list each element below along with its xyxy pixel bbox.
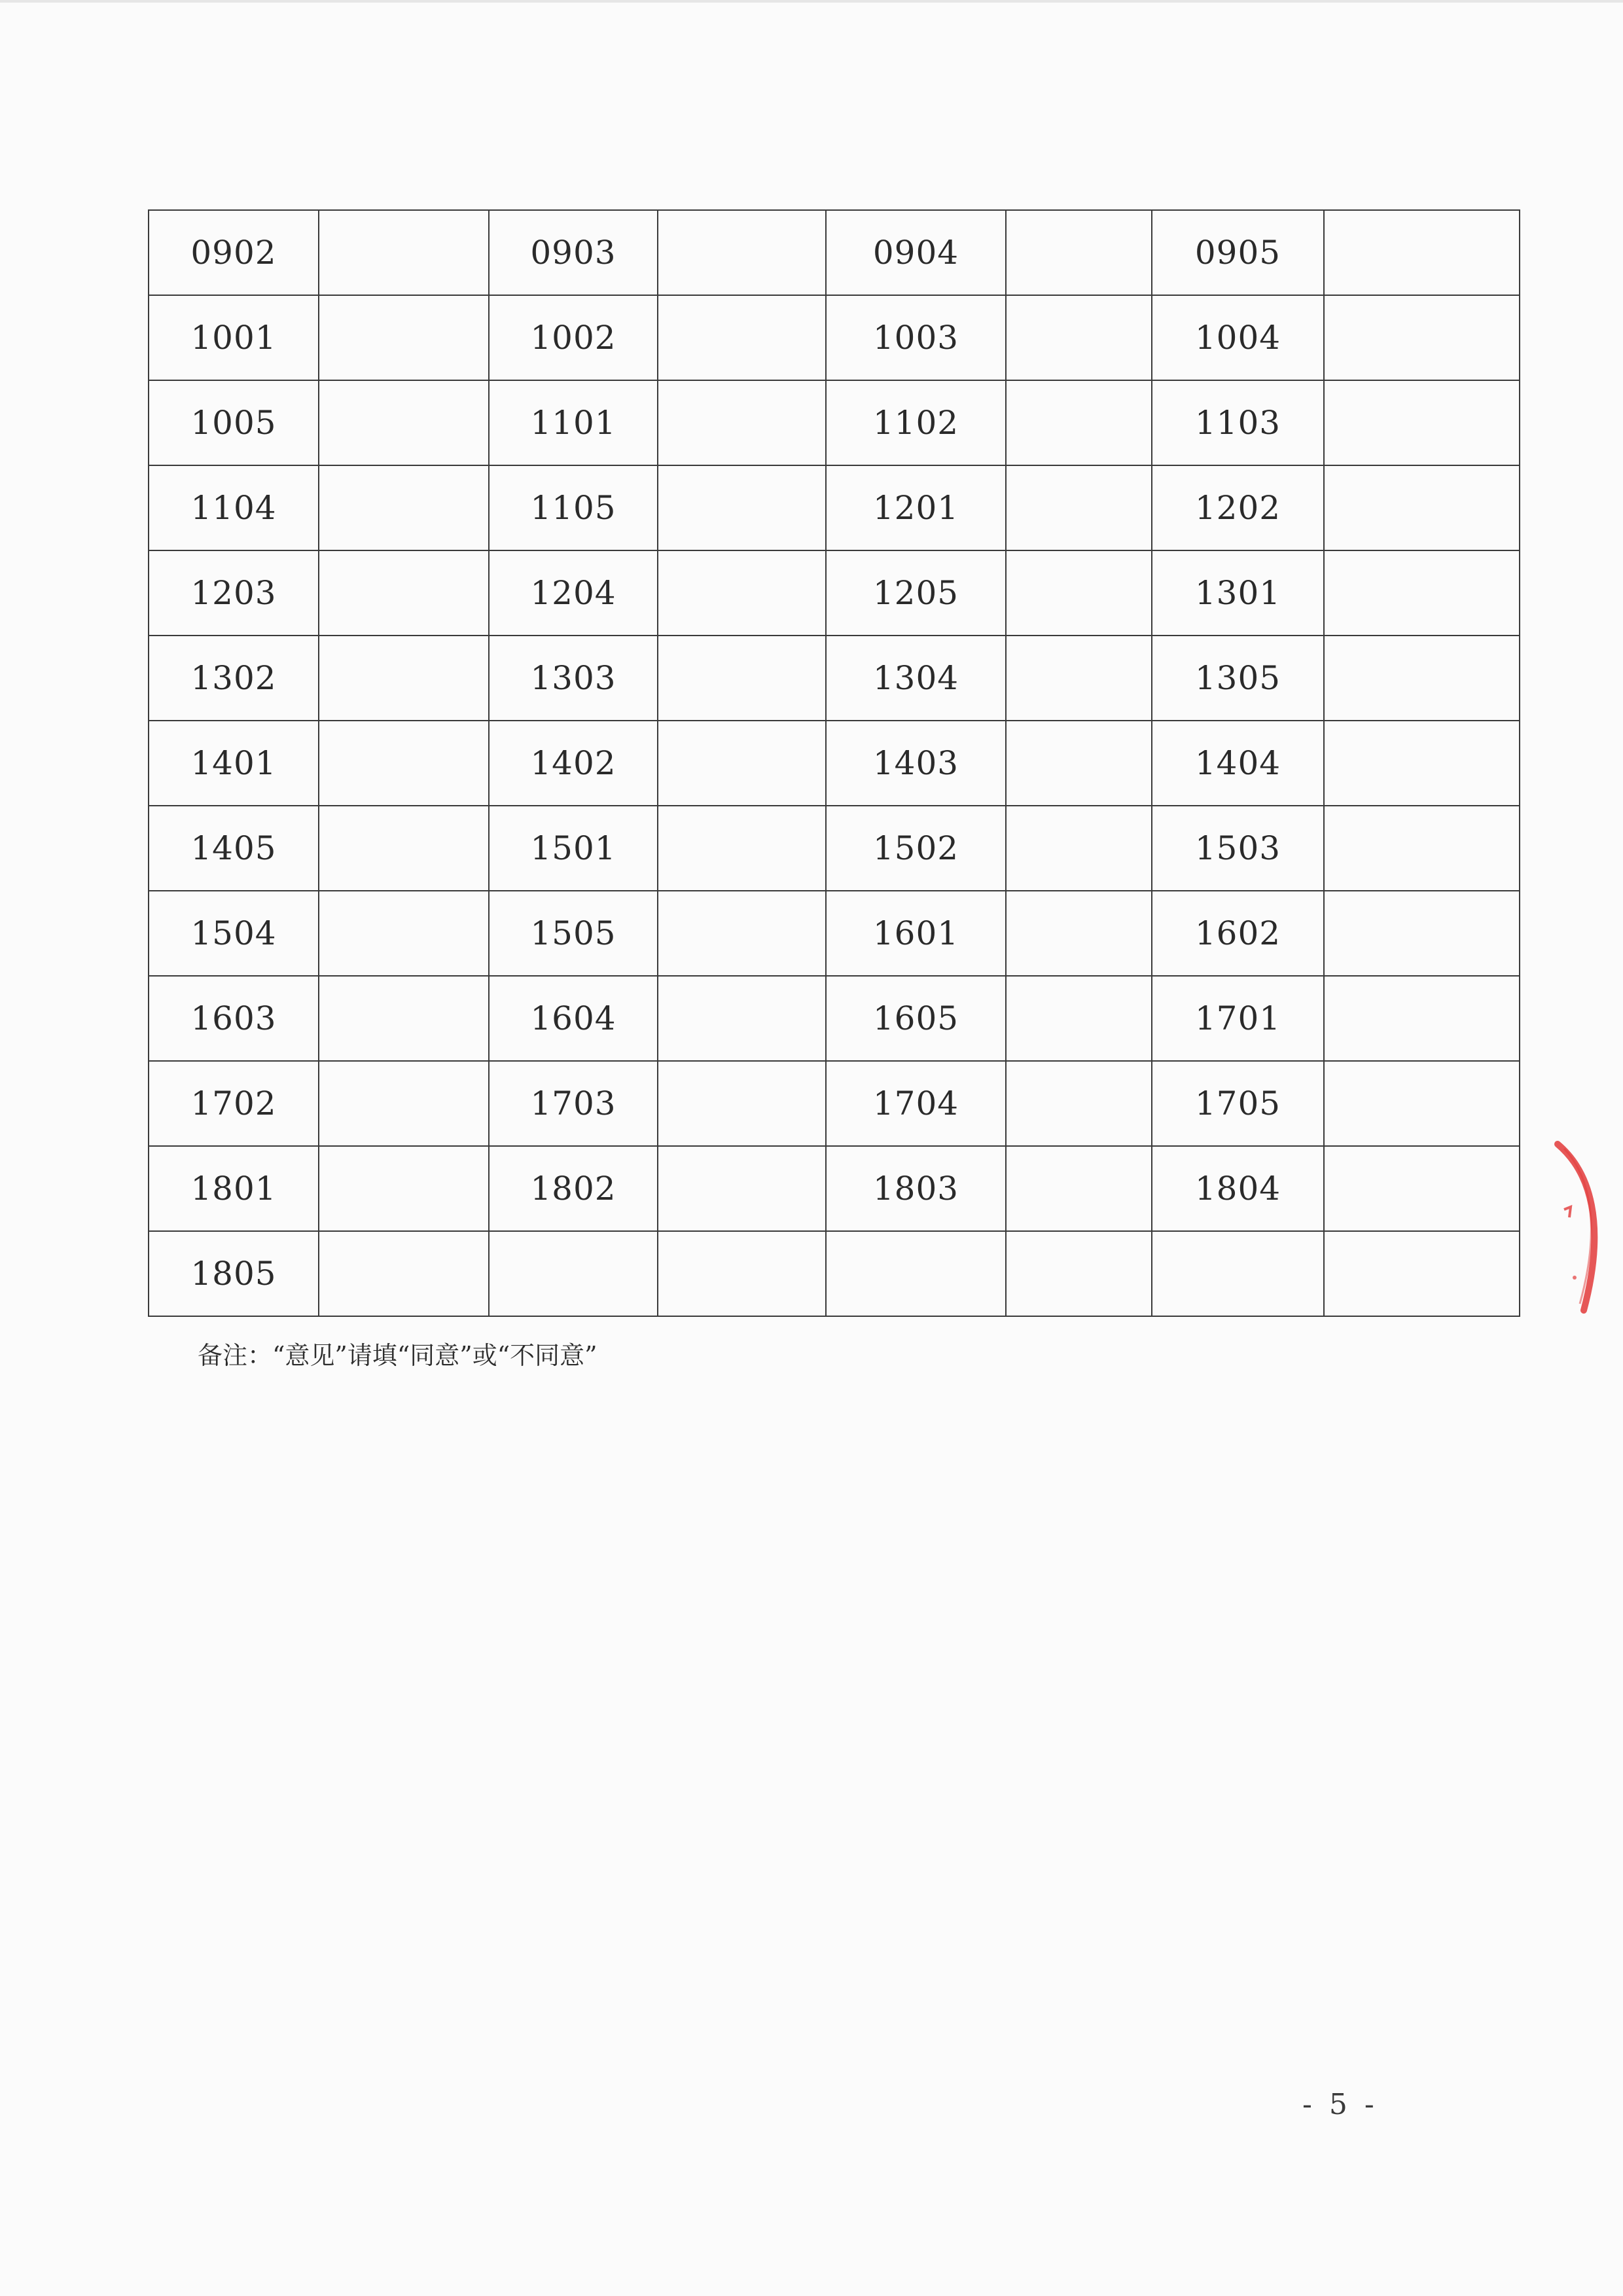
unit-number-cell: 1604	[489, 976, 658, 1061]
opinion-cell[interactable]	[1006, 380, 1152, 465]
table-row	[149, 806, 1520, 891]
opinion-cell[interactable]	[658, 465, 826, 550]
unit-number-cell: 1501	[489, 806, 658, 891]
unit-number-cell: 1405	[149, 806, 319, 891]
unit-number-cell: 1403	[826, 721, 1006, 806]
unit-opinion-table	[148, 209, 1520, 1317]
unit-number-cell: 1101	[489, 380, 658, 465]
unit-number-cell: 1102	[826, 380, 1006, 465]
table-row	[149, 550, 1520, 636]
opinion-cell[interactable]	[319, 891, 489, 976]
unit-number-cell: 1801	[149, 1146, 319, 1231]
unit-number-cell: 1304	[826, 636, 1006, 721]
opinion-cell[interactable]	[319, 465, 489, 550]
scan-edge	[0, 0, 1623, 3]
opinion-cell[interactable]	[319, 721, 489, 806]
opinion-cell[interactable]	[1006, 295, 1152, 380]
opinion-cell[interactable]	[1006, 1146, 1152, 1231]
opinion-cell[interactable]	[658, 1231, 826, 1316]
opinion-cell[interactable]	[1006, 636, 1152, 721]
opinion-cell[interactable]	[319, 1061, 489, 1146]
opinion-cell[interactable]	[658, 806, 826, 891]
opinion-cell[interactable]	[658, 721, 826, 806]
opinion-cell[interactable]	[1324, 721, 1520, 806]
unit-number-cell: 1503	[1152, 806, 1324, 891]
table-row	[149, 1146, 1520, 1231]
unit-number-cell: 1001	[149, 295, 319, 380]
opinion-cell[interactable]	[1006, 550, 1152, 636]
opinion-cell[interactable]	[1324, 1231, 1520, 1316]
opinion-cell[interactable]	[1324, 550, 1520, 636]
unit-number-cell: 1603	[149, 976, 319, 1061]
unit-number-cell: 1303	[489, 636, 658, 721]
opinion-cell[interactable]	[658, 1146, 826, 1231]
opinion-cell[interactable]	[1006, 210, 1152, 295]
opinion-cell[interactable]	[658, 891, 826, 976]
unit-number-cell: 1203	[149, 550, 319, 636]
opinion-cell[interactable]	[319, 636, 489, 721]
unit-number-cell: 1003	[826, 295, 1006, 380]
unit-number-cell: 0902	[149, 210, 319, 295]
opinion-cell[interactable]	[319, 806, 489, 891]
unit-number-cell	[1152, 1231, 1324, 1316]
opinion-cell[interactable]	[1324, 1146, 1520, 1231]
unit-number-cell: 1401	[149, 721, 319, 806]
unit-number-cell	[489, 1231, 658, 1316]
unit-number-cell: 1402	[489, 721, 658, 806]
unit-number-cell: 0903	[489, 210, 658, 295]
opinion-cell[interactable]	[658, 550, 826, 636]
opinion-cell[interactable]	[1006, 1061, 1152, 1146]
unit-number-cell: 1601	[826, 891, 1006, 976]
unit-number-cell	[826, 1231, 1006, 1316]
unit-number-cell: 1702	[149, 1061, 319, 1146]
opinion-cell[interactable]	[1324, 210, 1520, 295]
opinion-cell[interactable]	[658, 380, 826, 465]
opinion-cell[interactable]	[1006, 806, 1152, 891]
red-seal-fragment	[1538, 1126, 1616, 1322]
opinion-cell[interactable]	[1324, 380, 1520, 465]
opinion-cell[interactable]	[319, 976, 489, 1061]
opinion-cell[interactable]	[319, 210, 489, 295]
unit-number-cell: 1004	[1152, 295, 1324, 380]
opinion-cell[interactable]	[1324, 465, 1520, 550]
unit-number-cell: 1205	[826, 550, 1006, 636]
opinion-cell[interactable]	[1006, 891, 1152, 976]
opinion-cell[interactable]	[319, 380, 489, 465]
opinion-cell[interactable]	[319, 1146, 489, 1231]
table-row	[149, 210, 1520, 295]
unit-number-cell: 1002	[489, 295, 658, 380]
table-row	[149, 380, 1520, 465]
unit-number-cell: 1805	[149, 1231, 319, 1316]
remark-note: 备注：“意见”请填“同意”或“不同意”	[198, 1341, 597, 1370]
unit-number-cell: 1103	[1152, 380, 1324, 465]
unit-number-cell: 1804	[1152, 1146, 1324, 1231]
unit-number-cell: 1305	[1152, 636, 1324, 721]
unit-number-cell: 1104	[149, 465, 319, 550]
unit-number-cell: 1504	[149, 891, 319, 976]
opinion-cell[interactable]	[658, 210, 826, 295]
unit-number-cell: 1202	[1152, 465, 1324, 550]
unit-number-cell: 1803	[826, 1146, 1006, 1231]
opinion-cell[interactable]	[658, 1061, 826, 1146]
unit-number-cell: 1802	[489, 1146, 658, 1231]
unit-number-cell: 1404	[1152, 721, 1324, 806]
opinion-cell[interactable]	[1006, 1231, 1152, 1316]
unit-number-cell: 1005	[149, 380, 319, 465]
unit-number-cell: 1605	[826, 976, 1006, 1061]
opinion-cell[interactable]	[319, 295, 489, 380]
table-row	[149, 891, 1520, 976]
unit-number-cell: 1505	[489, 891, 658, 976]
unit-number-cell: 1703	[489, 1061, 658, 1146]
table-row	[149, 1061, 1520, 1146]
table-row	[149, 1231, 1520, 1316]
opinion-cell[interactable]	[1324, 295, 1520, 380]
opinion-cell[interactable]	[1324, 636, 1520, 721]
opinion-cell[interactable]	[658, 295, 826, 380]
unit-number-cell: 1105	[489, 465, 658, 550]
unit-number-cell: 1302	[149, 636, 319, 721]
unit-number-cell: 1704	[826, 1061, 1006, 1146]
opinion-cell[interactable]	[658, 976, 826, 1061]
unit-number-cell: 1701	[1152, 976, 1324, 1061]
opinion-cell[interactable]	[319, 1231, 489, 1316]
opinion-cell[interactable]	[1324, 806, 1520, 891]
unit-number-cell: 1204	[489, 550, 658, 636]
table-row	[149, 976, 1520, 1061]
unit-number-cell: 0904	[826, 210, 1006, 295]
unit-number-cell: 1602	[1152, 891, 1324, 976]
opinion-cell[interactable]	[1324, 976, 1520, 1061]
opinion-cell[interactable]	[1324, 1061, 1520, 1146]
table-row	[149, 721, 1520, 806]
opinion-cell[interactable]	[1006, 976, 1152, 1061]
opinion-cell[interactable]	[658, 636, 826, 721]
page-number: - 5 -	[1302, 2088, 1378, 2121]
unit-number-cell: 0905	[1152, 210, 1324, 295]
table-row	[149, 636, 1520, 721]
table-row	[149, 295, 1520, 380]
opinion-cell[interactable]	[1006, 465, 1152, 550]
unit-number-cell: 1502	[826, 806, 1006, 891]
unit-number-cell: 1705	[1152, 1061, 1324, 1146]
opinion-cell[interactable]	[1324, 891, 1520, 976]
table-row	[149, 465, 1520, 550]
opinion-cell[interactable]	[319, 550, 489, 636]
unit-number-cell: 1201	[826, 465, 1006, 550]
opinion-cell[interactable]	[1006, 721, 1152, 806]
unit-number-cell: 1301	[1152, 550, 1324, 636]
